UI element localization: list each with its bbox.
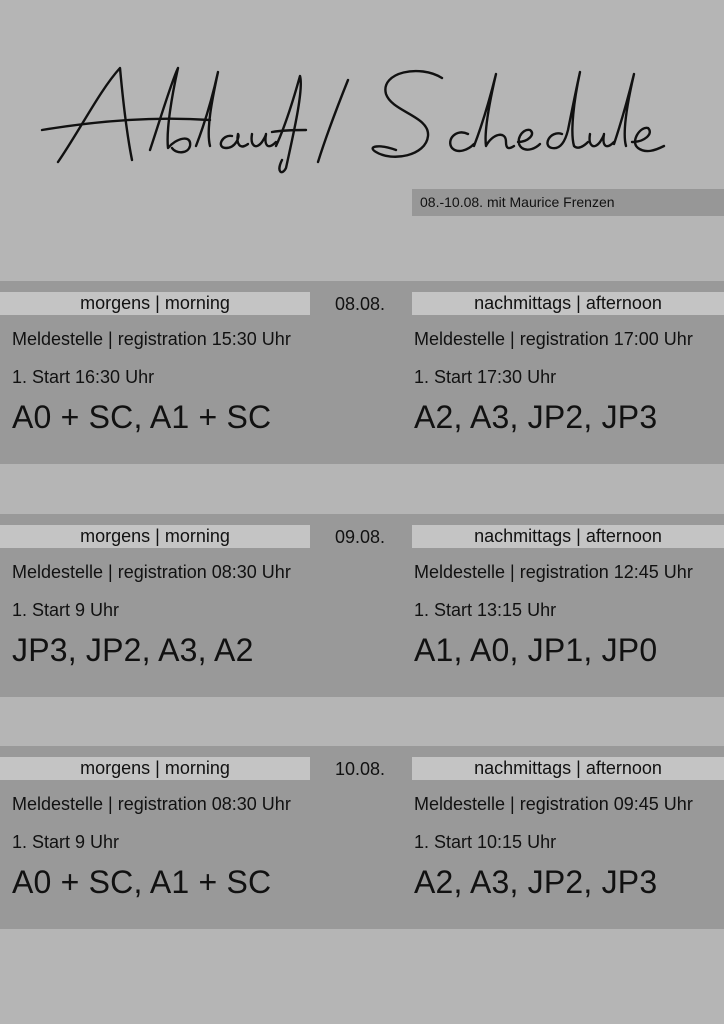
day-date: 10.08. <box>335 759 386 779</box>
afternoon-start: 1. Start 10:15 Uhr <box>414 832 557 852</box>
afternoon-registration: Meldestelle | registration 12:45 Uhr <box>414 562 693 582</box>
day-date: 08.08. <box>335 294 386 314</box>
afternoon-header: nachmittags | afternoon <box>412 757 724 780</box>
afternoon-classes: A2, A3, JP2, JP3 <box>414 399 658 435</box>
afternoon-classes: A1, A0, JP1, JP0 <box>414 632 658 668</box>
morning-start: 1. Start 9 Uhr <box>12 832 120 852</box>
day-block-08-08 <box>0 281 724 464</box>
afternoon-start: 1. Start 13:15 Uhr <box>414 600 557 620</box>
morning-registration: Meldestelle | registration 08:30 Uhr <box>12 794 291 814</box>
title-script-lettering <box>0 50 724 180</box>
day-block-10-08 <box>0 746 724 929</box>
afternoon-registration: Meldestelle | registration 09:45 Uhr <box>414 794 693 814</box>
afternoon-header: nachmittags | afternoon <box>412 292 724 315</box>
morning-registration: Meldestelle | registration 15:30 Uhr <box>12 329 291 349</box>
morning-header: morgens | morning <box>0 525 310 548</box>
afternoon-classes: A2, A3, JP2, JP3 <box>414 864 658 900</box>
afternoon-start: 1. Start 17:30 Uhr <box>414 367 557 387</box>
morning-classes: A0 + SC, A1 + SC <box>12 399 272 435</box>
day-date: 09.08. <box>335 527 386 547</box>
morning-header: morgens | morning <box>0 757 310 780</box>
morning-start: 1. Start 9 Uhr <box>12 600 120 620</box>
page-title <box>0 50 724 180</box>
morning-header: morgens | morning <box>0 292 310 315</box>
subtitle: 08.-10.08. mit Maurice Frenzen <box>420 194 615 210</box>
morning-classes: A0 + SC, A1 + SC <box>12 864 272 900</box>
day-block-09-08 <box>0 514 724 697</box>
afternoon-header: nachmittags | afternoon <box>412 525 724 548</box>
afternoon-registration: Meldestelle | registration 17:00 Uhr <box>414 329 693 349</box>
morning-registration: Meldestelle | registration 08:30 Uhr <box>12 562 291 582</box>
subtitle-bar <box>412 189 724 216</box>
morning-classes: JP3, JP2, A3, A2 <box>12 632 254 668</box>
morning-start: 1. Start 16:30 Uhr <box>12 367 155 387</box>
